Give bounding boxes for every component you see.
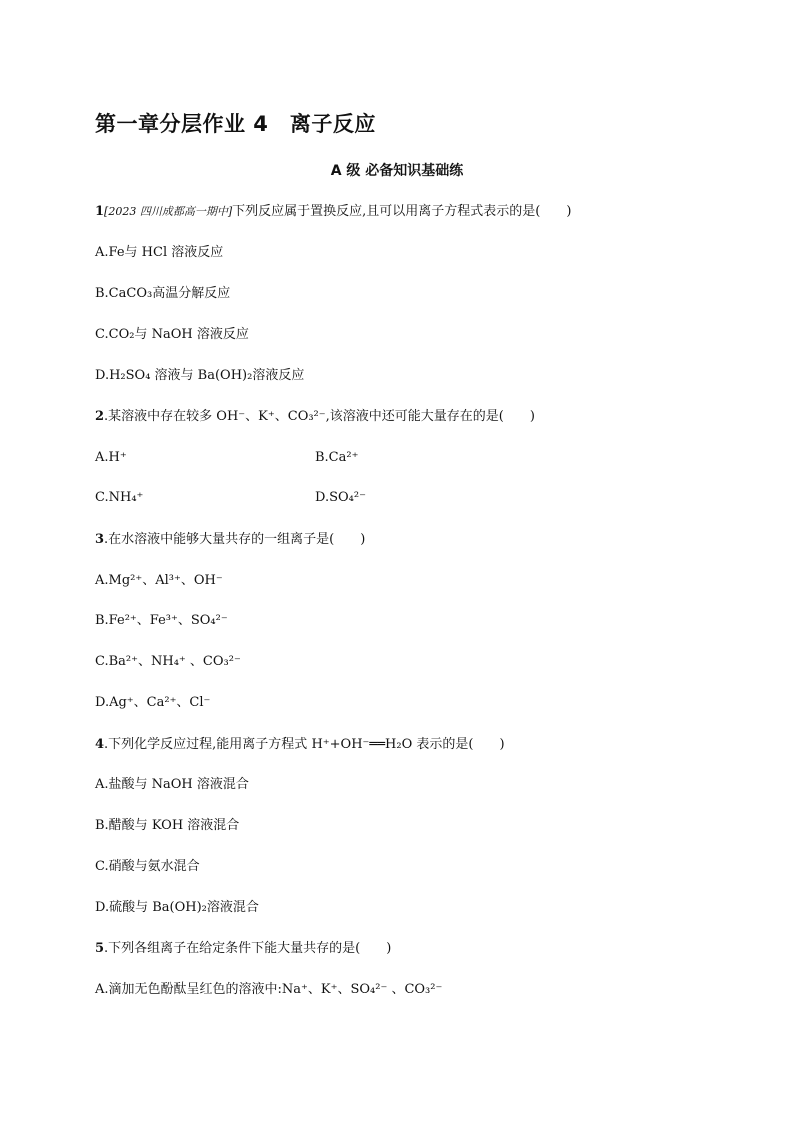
- option-b: B.Ca²⁺: [315, 450, 359, 465]
- option-row-cd: [95, 488, 366, 508]
- question-number: 4: [95, 737, 105, 752]
- option-a: A.Mg²⁺、Al³⁺、OH⁻: [95, 573, 223, 588]
- question-stem: .下列各组离子在给定条件下能大量共存的是( ): [104, 941, 392, 956]
- option-c: C.Ba²⁺、NH₄⁺ 、CO₃²⁻: [95, 654, 241, 669]
- page-title: 第一章分层作业 4 离子反应: [95, 112, 376, 136]
- question-1: [95, 202, 571, 222]
- question-stem: .在水溶液中能够大量共存的一组离子是( ): [104, 532, 366, 547]
- option-b: B.Fe²⁺、Fe³⁺、SO₄²⁻: [95, 613, 228, 628]
- option-c: C.硝酸与氨水混合: [95, 859, 200, 874]
- option-a: A.盐酸与 NaOH 溶液混合: [95, 777, 249, 792]
- question-2: [95, 407, 535, 427]
- option-c: C.CO₂与 NaOH 溶液反应: [95, 327, 249, 342]
- option-a: A.H⁺: [95, 450, 127, 465]
- question-5: [95, 939, 391, 959]
- option-c: C.NH₄⁺: [95, 490, 144, 505]
- option-d: D.硫酸与 Ba(OH)₂溶液混合: [95, 900, 259, 915]
- question-number: 2: [95, 409, 105, 424]
- question-number: 5: [95, 941, 105, 956]
- question-source: [2023 四川成都高一期中]: [104, 205, 233, 218]
- question-stem: .某溶液中存在较多 OH⁻、K⁺、CO₃²⁻,该溶液中还可能大量存在的是( ): [104, 409, 535, 424]
- option-d: D.H₂SO₄ 溶液与 Ba(OH)₂溶液反应: [95, 368, 305, 383]
- option-row-ab: [95, 448, 359, 468]
- question-number: 1: [95, 204, 105, 219]
- section-title: A 级 必备知识基础练: [330, 163, 464, 179]
- question-3: [95, 530, 365, 550]
- question-stem: 下列反应属于置换反应,且可以用离子方程式表示的是( ): [232, 204, 572, 219]
- option-d: D.Ag⁺、Ca²⁺、Cl⁻: [95, 695, 211, 710]
- question-number: 3: [95, 532, 105, 547]
- option-a: A.滴加无色酚酞呈红色的溶液中:Na⁺、K⁺、SO₄²⁻ 、CO₃²⁻: [95, 982, 443, 997]
- question-stem: .下列化学反应过程,能用离子方程式 H⁺+OH⁻══H₂O 表示的是( ): [104, 737, 505, 752]
- question-4: [95, 735, 505, 755]
- option-b: B.醋酸与 KOH 溶液混合: [95, 818, 240, 833]
- option-b: B.CaCO₃高温分解反应: [95, 286, 231, 301]
- option-d: D.SO₄²⁻: [315, 490, 366, 505]
- option-a: A.Fe与 HCl 溶液反应: [95, 245, 224, 260]
